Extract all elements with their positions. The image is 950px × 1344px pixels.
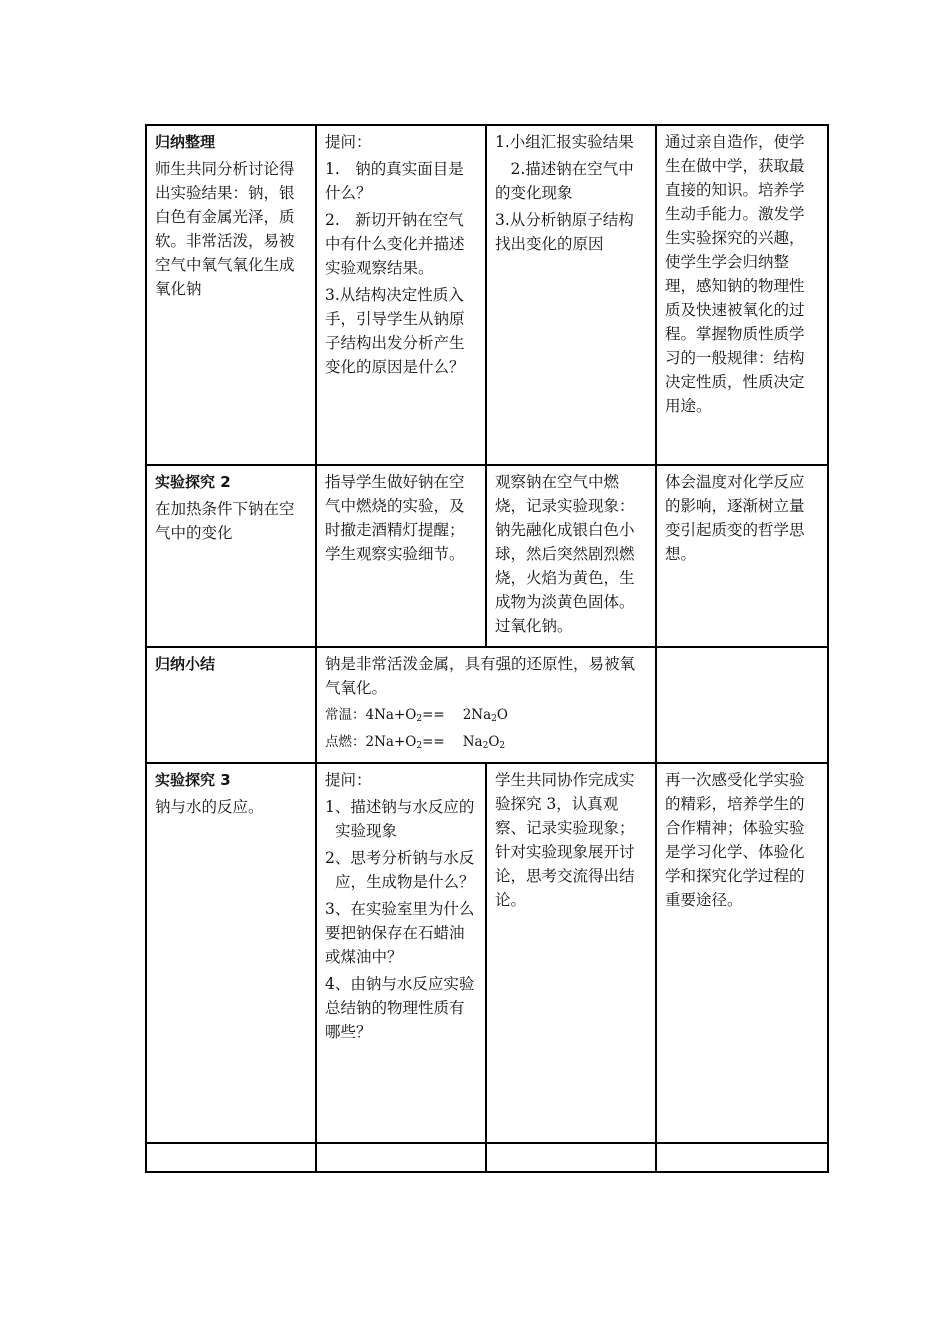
row-title: 归纳小结 (155, 655, 216, 673)
design-intent: 体会温度对化学反应的影响，逐渐树立量变引起质变的哲学思想。 (665, 473, 805, 563)
summary-text: 钠是非常活泼金属，具有强的还原性，易被氧气氧化。 (325, 655, 636, 697)
row1-col4 (656, 125, 828, 465)
row1-col1 (146, 125, 316, 465)
teacher-question-3: 3、在实验室里为什么要把钠保存在石蜡油或煤油中？ (325, 900, 475, 966)
table-row (146, 647, 828, 763)
row-title: 实验探究 3 (155, 771, 231, 789)
student-activity-2: 2.描述钠在空气中的变化现象 (495, 160, 634, 202)
teacher-activity: 指导学生做好钠在空气中燃烧的实验，及时撤走酒精灯提醒；学生观察实验细节。 (325, 473, 465, 563)
row-description: 钠与水的反应。 (155, 798, 264, 816)
teacher-question-1: 1、描述钠与水反应的实验现象 (325, 798, 475, 840)
teacher-question-heading: 提问： (325, 771, 372, 789)
row4-col2 (316, 763, 486, 1143)
row1-col2 (316, 125, 486, 465)
lesson-plan-table (145, 124, 829, 1173)
row1-col3 (486, 125, 656, 465)
table-row (146, 125, 828, 465)
teacher-question-1: 1. 钠的真实面目是什么？ (325, 160, 464, 202)
row3-col4 (656, 647, 828, 763)
table-row (146, 465, 828, 647)
row2-col3 (486, 465, 656, 647)
teacher-question-2: 2、思考分析钠与水反应，生成物是什么？ (325, 849, 475, 891)
row-title: 实验探究 2 (155, 473, 231, 491)
teacher-question-4: 4、由钠与水反应实验总结钠的物理性质有哪些？ (325, 975, 475, 1041)
formula-room-temperature: 常温：$4Na+O_2== 2Na_2O$ (325, 707, 508, 724)
row4-col3 (486, 763, 656, 1143)
row2-col1 (146, 465, 316, 647)
row-description: 在加热条件下钠在空气中的变化 (155, 500, 295, 542)
teacher-question-heading: 提问： (325, 133, 372, 151)
empty-cell (486, 1143, 656, 1172)
design-intent: 通过亲自造作，使学生在做中学，获取最直接的知识。培养学生动手能力。激发学生实验探究的兴趣，使学生学会归纳整理，感知钠的物理性质及快速被氧化的过程。掌握物质性质学习的一般规律：结构决定性质，性质决定用途。 (665, 133, 805, 415)
student-activity: 学生共同协作完成实验探究 3，认真观察、记录实验现象；针对实验现象展开讨论，思考交流得出结论。 (495, 771, 635, 909)
row-title: 归纳整理 (155, 133, 216, 151)
table-row (146, 763, 828, 1143)
row2-col4 (656, 465, 828, 647)
design-intent: 再一次感受化学实验的精彩，培养学生的合作精神；体验实验是学习化学、体验化学和探究化学过程的重要途径。 (665, 771, 805, 909)
row3-col1 (146, 647, 316, 763)
row3-summary (316, 647, 656, 763)
formula-ignition: 点燃：$2Na+O_2== Na_2O_2$ (325, 734, 506, 751)
row4-col1 (146, 763, 316, 1143)
empty-cell (656, 1143, 828, 1172)
student-activity-1: 1.小组汇报实验结果 (495, 133, 634, 151)
row2-col2 (316, 465, 486, 647)
teacher-question-2: 2. 新切开钠在空气中有什么变化并描述实验观察结果。 (325, 211, 465, 277)
student-activity-3: 3.从分析钠原子结构找出变化的原因 (495, 211, 634, 253)
table-row-empty (146, 1143, 828, 1172)
student-activity: 观察钠在空气中燃烧，记录实验现象：钠先融化成银白色小球，然后突然剧烈燃烧，火焰为黄色，生成物为淡黄色固体。过氧化钠。 (495, 473, 635, 635)
empty-cell (316, 1143, 486, 1172)
row4-col4 (656, 763, 828, 1143)
row-description: 师生共同分析讨论得出实验结果：钠，银白色有金属光泽，质软。非常活泼，易被空气中氧气氧化生成氧化钠 (155, 160, 295, 298)
teacher-question-3: 3.从结构决定性质入手，引导学生从钠原子结构出发分析产生变化的原因是什么？ (325, 286, 465, 376)
empty-cell (146, 1143, 316, 1172)
